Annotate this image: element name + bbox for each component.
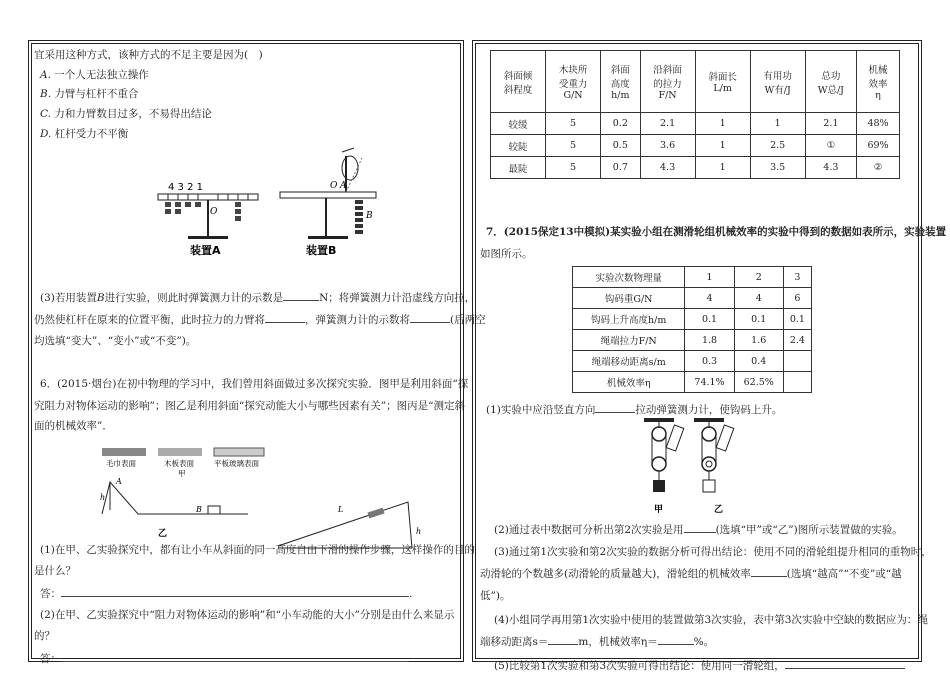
- length-l-label: L: [338, 505, 344, 514]
- table-cell: 0.5: [601, 135, 640, 157]
- table-cell: 4: [734, 288, 783, 309]
- table-cell: 2.4: [783, 330, 811, 351]
- device-b-caption: 装置B: [306, 244, 337, 257]
- t1-header-height: 斜面 高度 h/m: [601, 51, 640, 113]
- table-row: [573, 351, 812, 372]
- height-h-label: h: [100, 493, 106, 502]
- point-a-label: A: [116, 477, 122, 486]
- t1-header-pull: 沿斜面 的拉力 F/N: [640, 51, 695, 113]
- point-b-label: B: [196, 505, 202, 514]
- q7-4-blank-efficiency[interactable]: [658, 634, 694, 645]
- lever-device-b-figure: [274, 148, 374, 258]
- surface-wood-label: 木板表面: [164, 459, 194, 468]
- q6-2-line1: (2)在甲、乙实验探究中“阻力对物体运动的影响”和“小车动能的大小”分别是由什么来显示: [40, 609, 455, 621]
- q6-2-answer-blank[interactable]: [61, 651, 409, 662]
- q6-1-line2: 是什么？: [34, 565, 76, 577]
- lever-b-pivot-label: O: [330, 181, 338, 191]
- surface-towel-label: 毛巾表面: [106, 459, 136, 468]
- table-cell: [783, 372, 811, 393]
- incline-efficiency-table: [490, 50, 900, 179]
- table-cell: 69%: [857, 135, 900, 157]
- table-cell: [783, 351, 811, 372]
- table-cell: 5: [546, 135, 601, 157]
- incline-height-label: h: [416, 527, 422, 536]
- q7-3-line1: (3)通过第1次实验和第2次实验的数据分析可得出结论：使用不同的滑轮组提升相同的重物时，: [494, 546, 932, 558]
- q5-stem-end: 宜采用这种方式，该种方式的不足主要是因为( ): [34, 49, 263, 61]
- table-row: [573, 309, 812, 330]
- table-cell: 2.5: [750, 135, 805, 157]
- table-cell: 较缓: [491, 113, 546, 135]
- q5-option-c: C. 力和力臂数目过多，不易得出结论: [40, 108, 212, 120]
- table-row: [491, 135, 900, 157]
- table-cell: 较陡: [491, 135, 546, 157]
- figure-jia-label: 甲: [178, 469, 186, 478]
- surface-glass-label: 平板玻璃表面: [214, 459, 259, 468]
- table-cell: 1: [685, 267, 734, 288]
- table-cell: 62.5%: [734, 372, 783, 393]
- q6-1-line1: (1)在甲、乙实验探究中，都有让小车从斜面的同一高度自由下滑的操作步骤，这样操作的目的: [40, 544, 475, 556]
- q6-line1: 6．(2015·烟台)在初中物理的学习中，我们曾用斜面做过多次探究实验．图甲是利用斜面“探: [40, 378, 469, 390]
- lever-a-pivot-label: O: [210, 207, 218, 217]
- q5-3-line3: 均选填“变大”、“变小”或“不变”)。: [34, 335, 197, 347]
- table-cell: 2.1: [640, 113, 695, 135]
- table-cell: 绳端拉力F/N: [573, 330, 685, 351]
- q7-4-line2: 端移动距离s＝ m，机械效率η＝ %。: [480, 636, 715, 648]
- table-row: [573, 267, 812, 288]
- q7-4-blank-distance[interactable]: [548, 634, 578, 645]
- table-cell: 1: [750, 113, 805, 135]
- q5-3-line2: 仍然使杠杆在原来的位置平衡，此时拉力的力臂将 ，弹簧测力计的示数将 (后两空: [34, 314, 486, 326]
- table-row: [573, 330, 812, 351]
- table-cell: 4.3: [640, 157, 695, 179]
- table-cell: 0.3: [685, 351, 734, 372]
- q7-3-line3: 低”)。: [480, 590, 511, 602]
- lever-device-a-figure: [152, 178, 262, 256]
- t1-header-weight: 木块所 受重力 G/N: [546, 51, 601, 113]
- q7-3-blank[interactable]: [751, 566, 787, 577]
- table-cell: 0.4: [734, 351, 783, 372]
- pulley-fig-yi-label: 乙: [714, 505, 724, 515]
- q7-1-blank[interactable]: [595, 402, 635, 413]
- device-a-caption: 装置A: [190, 244, 221, 257]
- q5-option-a: A. 一个人无法独立操作: [40, 69, 149, 81]
- table-cell: 0.1: [734, 309, 783, 330]
- figure-yi-label: 乙: [158, 529, 168, 539]
- q7-2-blank[interactable]: [684, 522, 716, 533]
- table-cell: 1.8: [685, 330, 734, 351]
- table-row: [573, 288, 812, 309]
- table-cell: 钩码重G/N: [573, 288, 685, 309]
- table-row: [491, 113, 900, 135]
- table-cell: 1: [695, 157, 750, 179]
- q5-3-blank-arm[interactable]: [265, 312, 305, 323]
- table-cell: 实验次数物理量: [573, 267, 685, 288]
- table-cell: 2.1: [805, 113, 856, 135]
- lever-scale-numbers: 4 3 2 1: [168, 182, 203, 193]
- table-cell: 绳端移动距离s/m: [573, 351, 685, 372]
- table-cell: 3: [783, 267, 811, 288]
- table-cell: 最陡: [491, 157, 546, 179]
- q6-2-line2: 的？: [34, 630, 55, 642]
- table-cell: 0.1: [783, 309, 811, 330]
- lever-b-point-b-label: B: [366, 211, 373, 221]
- pulley-data-table: [572, 266, 812, 393]
- q7-5-blank[interactable]: [785, 658, 905, 669]
- table-row: [491, 157, 900, 179]
- pulley-system-figures: [634, 418, 754, 518]
- table-cell: 48%: [857, 113, 900, 135]
- lever-b-point-a-label: A: [340, 181, 347, 191]
- t1-header-incline: 斜面倾 斜程度: [491, 51, 546, 113]
- table-cell: 5: [546, 157, 601, 179]
- q7-line2: 如图所示。: [480, 248, 533, 260]
- table-cell: 钩码上升高度h/m: [573, 309, 685, 330]
- q7-3-line2: 动滑轮的个数越多(动滑轮的质量越大)，滑轮组的机械效率 (选填“越高”“不变”或“越: [480, 568, 902, 580]
- q7-5: (5)比较第1次实验和第3次实验可得出结论：使用同一滑轮组，: [494, 658, 905, 673]
- table-cell: 2: [734, 267, 783, 288]
- t1-header-efficiency: 机械 效率 η: [857, 51, 900, 113]
- table-cell: 机械效率η: [573, 372, 685, 393]
- q6-line3: 面的机械效率”．: [34, 420, 113, 432]
- table-cell: 5: [546, 113, 601, 135]
- pulley-fig-jia-label: 甲: [654, 505, 664, 515]
- table-cell: 4: [685, 288, 734, 309]
- table-cell: 3.6: [640, 135, 695, 157]
- t1-header-useful-work: 有用功 W有/J: [750, 51, 805, 113]
- table-cell: 0.2: [601, 113, 640, 135]
- table-cell: ②: [857, 157, 900, 179]
- table-cell: 1: [695, 113, 750, 135]
- t1-header-total-work: 总功 W总/J: [805, 51, 856, 113]
- q5-option-b: B. 力臂与杠杆不重合: [40, 88, 139, 100]
- q7-2: (2)通过表中数据可分析出第2次实验是用 (选填“甲”或“乙”)图所示装置做的实验。: [494, 524, 903, 536]
- table-cell: 4.3: [805, 157, 856, 179]
- table-cell: 3.5: [750, 157, 805, 179]
- q7-line1: 7．(2015保定13中模拟)某实验小组在测滑轮组机械效率的实验中得到的数据如表所示，实验装置: [486, 226, 947, 238]
- q6-2-answer: 答：: [40, 651, 409, 666]
- q7-1: (1)实验中应沿竖直方向 拉动弹簧测力计，使钩码上升。: [486, 404, 783, 416]
- q5-3-line1: (3)若用装置B进行实验，则此时弹簧测力计的示数是 N；将弹簧测力计沿虚线方向拉，: [40, 292, 476, 304]
- q6-1-answer: 答： .: [40, 588, 413, 600]
- table-cell: 1.6: [734, 330, 783, 351]
- q6-1-answer-blank[interactable]: [61, 586, 409, 597]
- table-cell: 0.7: [601, 157, 640, 179]
- table-cell: 1: [695, 135, 750, 157]
- q5-3-blank-reading-change[interactable]: [410, 312, 450, 323]
- q6-line2: 究阻力对物体运动的影响”；图乙是利用斜面“探究动能大小与哪些因素有关”；图丙是“测定斜: [34, 400, 465, 412]
- q5-3-blank-reading[interactable]: [283, 290, 319, 301]
- table-cell: 0.1: [685, 309, 734, 330]
- table-cell: 74.1%: [685, 372, 734, 393]
- table-cell: ①: [805, 135, 856, 157]
- q7-4-line1: (4)小组同学再用第1次实验中使用的装置做第3次实验，表中第3次实验中空缺的数据应为：绳: [494, 614, 928, 626]
- t1-header-length: 斜面长 L/m: [695, 51, 750, 113]
- q5-option-d: D. 杠杆受力不平衡: [40, 128, 129, 140]
- table-cell: 6: [783, 288, 811, 309]
- table-row: [573, 372, 812, 393]
